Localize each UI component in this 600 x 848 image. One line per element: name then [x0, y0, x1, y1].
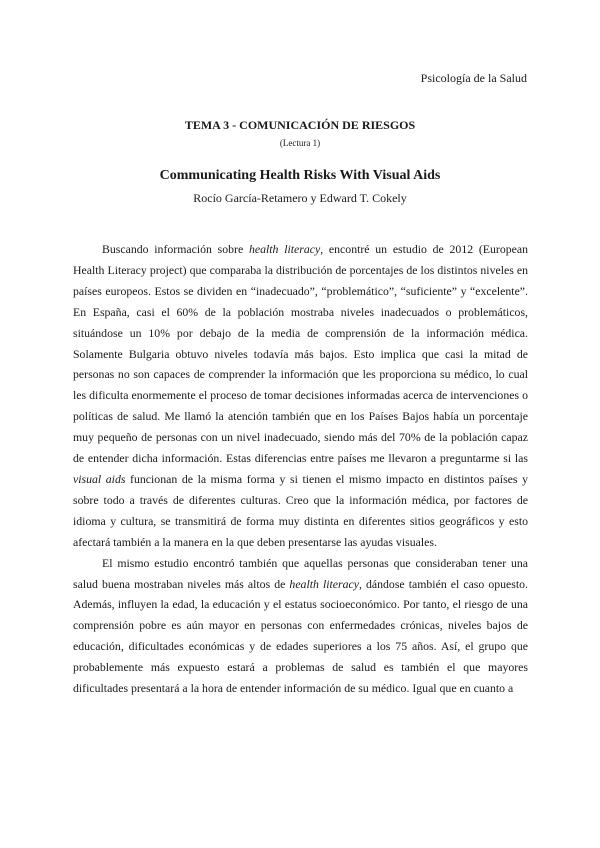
paper-title: Communicating Health Risks With Visual Aids: [159, 168, 441, 183]
paper-authors: Rocío García-Retamero y Edward T. Cokely: [193, 191, 407, 205]
paragraph-1: [73, 239, 528, 553]
running-header: Psicología de la Salud: [420, 71, 527, 85]
paragraph-1-text-c: funcionan de la misma forma y si tienen el mismo impacto en distintos países y sobre todo a través de diferentes culturas. Creo que la información médica, por factores de idioma y cultura, se transmitirá de forma muy distinta en diferentes sitios geográficos y esto afectará también a la manera en la que deben presentarse las ayudas visuales.: [73, 471, 528, 549]
body-text: [73, 239, 528, 699]
paragraph-2-text-a: El mismo estudio encontró también que aquellas personas que consideraban tener una salud buena mostraban niveles más altos de: [73, 555, 528, 591]
paragraph-2: [73, 553, 528, 699]
paragraph-1-text-b: , encontré un estudio de 2012 (European Health Literacy project) que comparaba la distribución de porcentajes de los distintos niveles en países europeos. Estos se dividen en “inadecuado”, “problemático”, “suficiente” y “excelente”. En España, casi el 60% de la población mostraba niveles inadecuados o problemáticos, situándose un 10% por debajo de la media de comprensión de la información médica. Solamente Bulgaria obtuvo niveles todavía más bajos. Esto implica que casi la mitad de personas no son capaces de comprender la información que les proporciona su médico, lo cual les dificulta enormemente el proceso de tomar decisiones informadas acerca de intervenciones o políticas de salud. Me llamó la atención también que en los Países Bajos había un porcentaje muy pequeño de personas con un nivel inadecuado, siendo más del 70% de la población capaz de entender dicha información. Estas diferencias entre países me llevaron a preguntarme si las: [73, 242, 528, 466]
reading-label: (Lectura 1): [279, 138, 321, 148]
term-visual-aids: visual aids: [73, 471, 126, 486]
term-health-literacy: health literacy: [248, 242, 321, 256]
title-block: [73, 118, 527, 205]
paragraph-2-text-b: , dándose también el caso opuesto. Además, influyen la edad, la educación y el estatus socioeconómico. Por tanto, el riesgo de una comprensión pobre es aún mayor en personas con enfermedades crónicas, niveles bajos de educación, dificultades económicas y de edades superiores a los 75 años. Así, el grupo que probablemente más expuesto estará a problemas de salud es también el que mayores dificultades presentará a la hora de entender información de su médico. Igual que en cuanto a: [73, 576, 528, 696]
paragraph-1-text-a: Buscando información sobre: [102, 242, 249, 256]
topic-heading: TEMA 3 - COMUNICACIÓN DE RIESGOS: [184, 118, 416, 132]
term-health-literacy-2: health literacy: [289, 576, 359, 591]
